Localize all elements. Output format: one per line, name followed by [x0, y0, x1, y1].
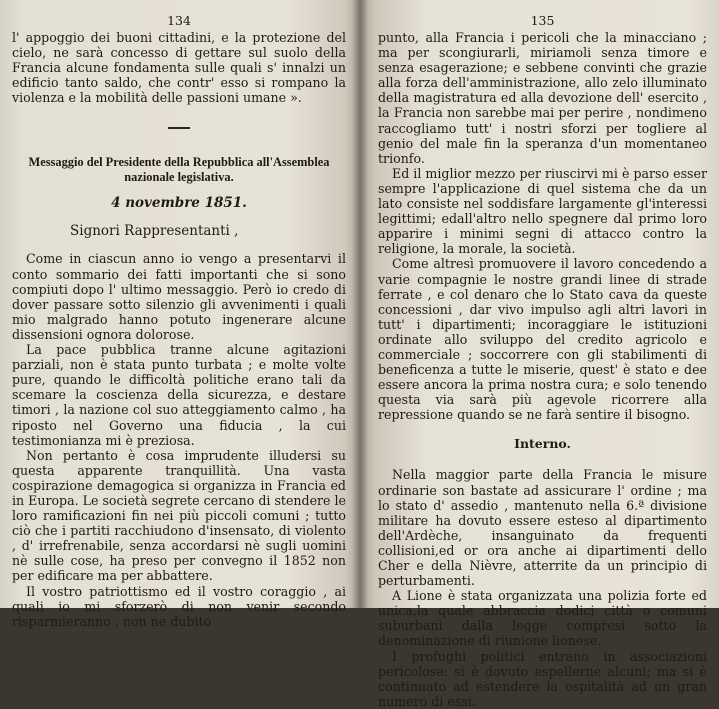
page-number: 134 — [167, 13, 191, 28]
body-paragraph: Come in ciascun anno io vengo a presentarvi il conto sommario dei fatti importanti che si sono compiuti dopo l' ultimo messaggio. Però io credo di dover passare sotto silenzio gli avvenimenti i quali mio malgrado hanno potuto ingenerare alcune dissensioni ognora dolorose. — [12, 251, 346, 342]
section-heading: Interno. — [514, 436, 571, 452]
body-paragraph: Nella maggior parte della Francia le misure ordinarie son bastate ad assicurare l' ordine ; ma lo stato d' assedio , mantenuto nella 6.ª divisione militare ha dovuto essere esteso al dipartimento dell'Ardèche, insanguinato da frequenti collisioni,ed or ora anche ai dipartimenti dello Cher e della Nièvre, atterrite da un principio di perturbamenti. — [378, 467, 707, 589]
body-paragraph: I profughi politici entrano in associazioni pericolose: si è dovuto espellerne alcuni; ma si è continuato ad estendere la ospitalità ad un gran numero di essi. — [378, 648, 707, 709]
page-number: 135 — [530, 13, 555, 28]
right-page — [360, 0, 719, 709]
body-paragraph: Non pertanto è cosa imprudente illudersi su questa apparente tranquillità. Una vasta cospirazione demagogica si organizza in Francia ed in Europa. Le società segrete cercano di stendere le loro ramificazioni fin nei più piccoli comuni ; tutto ciò che i partiti racchiudono d'insensato, di violento , d' irrefrenabile, senza accordarsi nè sugli uomini nè sulle cose, ha preso per convegno il 1852 non per edificare ma per abbattere. — [12, 447, 346, 584]
continuation-paragraph: l' appoggio dei buoni cittadini, e la protezione del cielo, ne sarà concesso di gettare sul suolo della Francia alcune fondamenta sulle quali s' innalzi un edificio tanto saldo, che contr' esso si rompano la violenza e la mobilità delle passioni umane ». — [12, 30, 346, 106]
body-paragraph: La pace pubblica tranne alcune agitazioni parziali, non è stata punto turbata ; e molte volte pure, quando le difficoltà politiche erano tali da scemare la coscienza della sicurezza, e destare timori , la nazione col suo atteggiamento calmo , ha riposto nel Governo una fiducia , la cui testimonianza mi è preziosa. — [12, 342, 346, 448]
body-paragraph: Come altresì promuovere il lavoro concedendo a varie compagnie le nostre grandi linee di strade ferrate , e col denaro che lo Stato cava da queste concessioni , dar vivo impulso agli altri lavori in tutt' i dipartimenti; incoraggiare le istituzioni ordinate allo sviluppo del credito agricolo e commerciale ; soccorrere con gli stabilimenti di beneficenza a tutte le miserie, quest' è stato e dee essere ancora la prima nostra cura; e solo tenendo questa via sarà più agevole ricorrere alla repressione quando se ne farà sentire il bisogno. — [378, 256, 707, 423]
salutation: Signori Rappresentanti , — [70, 223, 239, 240]
left-page — [0, 0, 360, 629]
body-paragraph: Ed il miglior mezzo per riuscirvi mi è parso esser sempre l'applicazione di quel sistema che da un lato consiste nel soddisfare largamente gl'interessi legittimi; edall'altro nello spegnere dal primo loro apparire i minimi segni di attacco contro la religione, la morale, la società. — [378, 165, 707, 257]
body-paragraph: A Lione è stata organizzata una polizia forte ed unica,la quale abbraccia dodici città o comuni suburbani dalla legge compresi sotto la denominazione di riunione lionese. — [378, 588, 707, 649]
body-paragraph: punto, alla Francia i pericoli che la minacciano ; ma per scongiurarli, miriamoli senza timore e senza esagerazione; e sebbene convinti che grazie alla forza dell'amministrazione, allo zelo illuminato della magistratura ed alla devozione dell' esercito , la Francia non sarebbe mai per perire , nondimeno raccogliamo tutt' i nostri sforzi per togliere al genio del male fin la speranza d'un momentaneo trionfo. — [378, 30, 707, 166]
message-date: 4 novembre 1851. — [111, 195, 247, 212]
section-divider — [168, 127, 190, 129]
message-title: Messaggio del Presidente della Repubblica all'Assemblea nazionale legislativa. — [28, 155, 330, 185]
body-paragraph: Il vostro patriottismo ed il vostro coraggio , ai quali io mi sforzerò di non venir secondo risparmieranno , non ne dubito — [12, 583, 346, 629]
